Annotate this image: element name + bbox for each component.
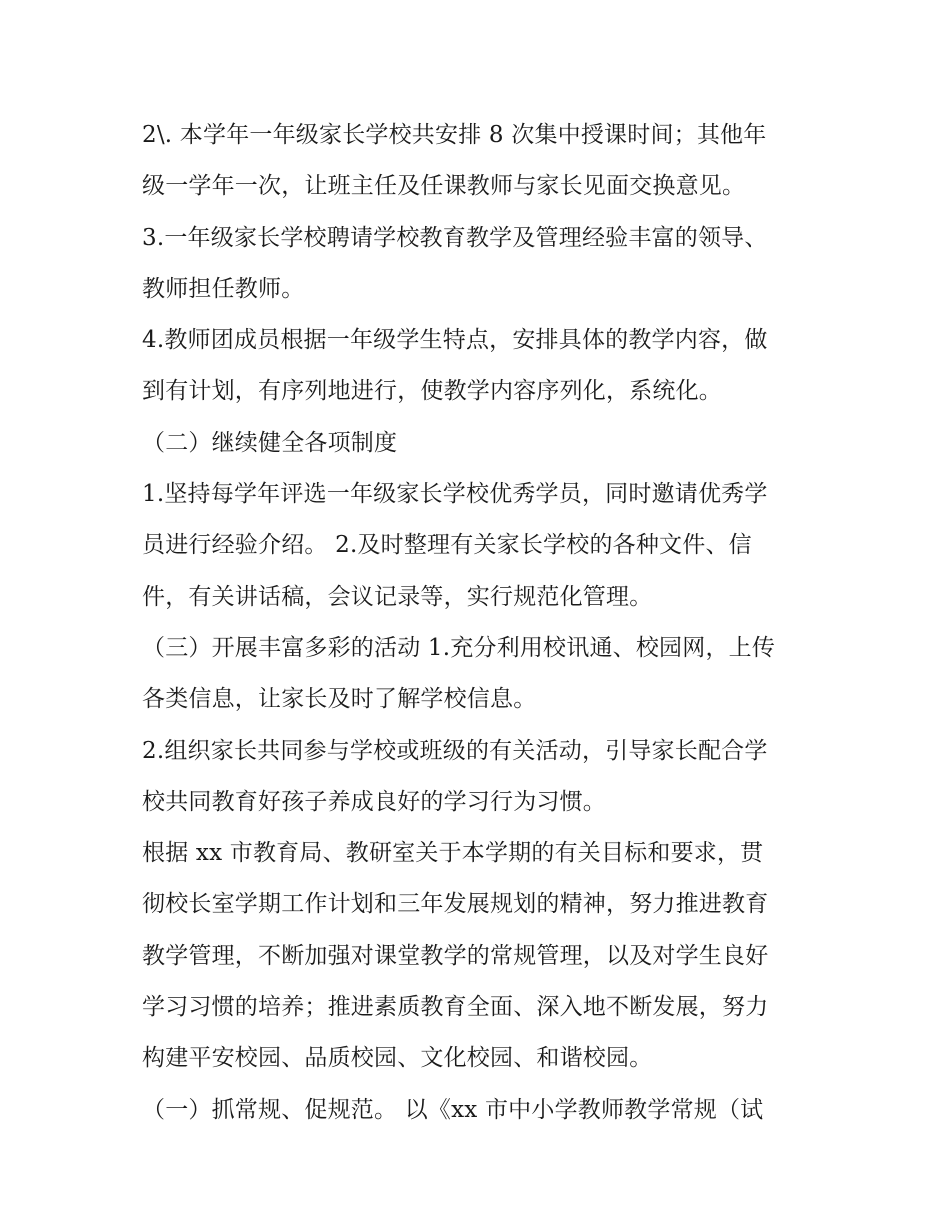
text-line: 2\. 本学年一年级家长学校共安排 8 次集中授课时间；其他年 <box>142 122 767 148</box>
text-line: 到有计划，有序列地进行，使教学内容序列化，系统化。 <box>142 378 722 405</box>
text-line: 级一学年一次，让班主任及任课教师与家长见面交换意见。 <box>142 173 746 200</box>
section-heading: （二）继续健全各项制度 <box>142 429 398 456</box>
text-line: 构建平安校园、品质校园、文化校园、和谐校园。 <box>142 1045 653 1072</box>
text-line: 教师担任教师。 <box>142 275 305 302</box>
text-line: 1.坚持每学年评选一年级家长学校优秀学员，同时邀请优秀学 <box>142 481 768 508</box>
text-line: 彻校长室学期工作计划和三年发展规划的精神，努力推进教育 <box>142 891 769 918</box>
text-line: 件，有关讲话稿，会议记录等，实行规范化管理。 <box>142 583 653 610</box>
text-line: 4.教师团成员根据一年级学生特点，安排具体的教学内容，做 <box>142 327 768 354</box>
text-line: （一）抓常规、促规范。 以《xx 市中小学教师教学常规（试 <box>142 1096 764 1123</box>
document-body <box>142 110 814 1136</box>
text-line: 校共同教育好孩子养成良好的学习行为习惯。 <box>142 788 606 815</box>
text-line: 员进行经验介绍。 2.及时整理有关家长学校的各种文件、信 <box>142 532 752 559</box>
text-line: 2.组织家长共同参与学校或班级的有关活动，引导家长配合学 <box>142 737 768 764</box>
text-line: 教学管理，不断加强对课堂教学的常规管理，以及对学生良好 <box>142 942 769 969</box>
text-line: 学习习惯的培养；推进素质教育全面、深入地不断发展，努力 <box>142 994 769 1021</box>
text-line: 各类信息，让家长及时了解学校信息。 <box>142 686 537 713</box>
text-line: 3.一年级家长学校聘请学校教育教学及管理经验丰富的领导、 <box>142 224 768 251</box>
text-line: （三）开展丰富多彩的活动 1.充分利用校讯通、校园网，上传 <box>142 634 776 661</box>
text-line: 根据 xx 市教育局、教研室关于本学期的有关目标和要求，贯 <box>142 840 764 867</box>
